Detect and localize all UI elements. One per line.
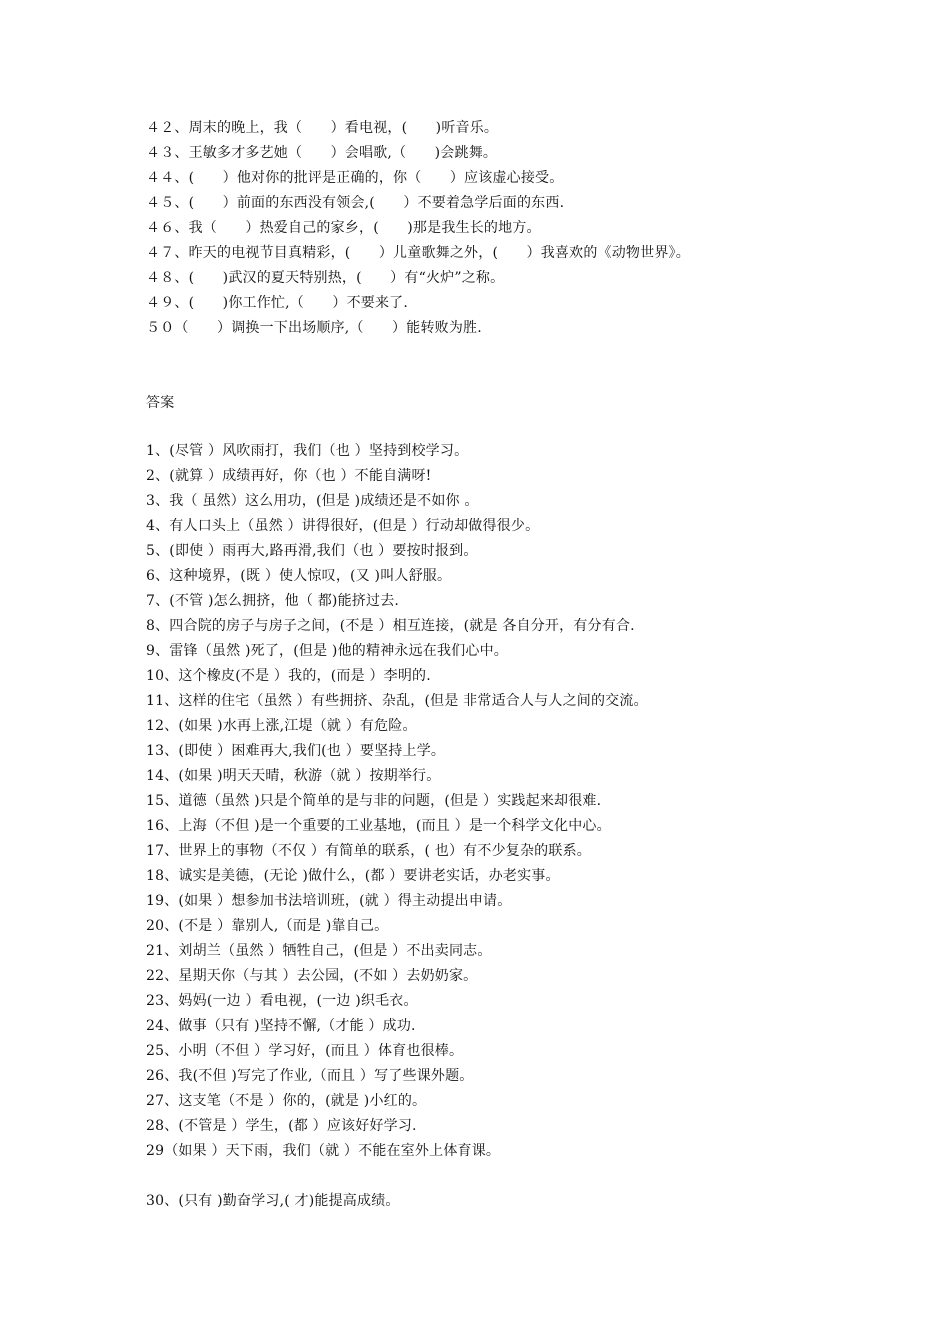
answer-line: 2、(就算 ）成绩再好，你（也 ）不能自满呀! [146, 468, 432, 484]
answer-line: 21、刘胡兰（虽然 ）牺牲自己，(但是 ）不出卖同志。 [146, 943, 492, 959]
answer-list [146, 439, 926, 1164]
answer-line: 4、有人口头上（虽然 ）讲得很好，(但是 ）行动却做得很少。 [146, 518, 540, 534]
question-line: ４６、我（ ）热爱自己的家乡，( )那是我生长的地方。 [146, 220, 541, 236]
answer-line: 16、上海（不但 )是一个重要的工业基地，(而且 ）是一个科学文化中心。 [146, 818, 611, 834]
answer-line: 5、(即使 ）雨再大,路再滑,我们（也 ）要按时报到。 [146, 543, 478, 559]
answer-line: 17、世界上的事物（不仅 ）有简单的联系，( 也）有不少复杂的联系。 [146, 843, 591, 859]
answer-line: 27、这支笔（不是 ）你的，(就是 )小红的。 [146, 1093, 427, 1109]
answer-line: 28、(不管是 ）学生，(都 ）应该好好学习. [146, 1118, 417, 1134]
answer-line: 12、(如果 )水再上涨,江堤（就 ）有危险。 [146, 718, 417, 734]
answer-line: 20、(不是 ）靠别人,（而是 )靠自己。 [146, 918, 389, 934]
question-line: ４４、( ）他对你的批评是正确的，你（ ）应该虚心接受。 [146, 170, 564, 186]
answer-line: 22、星期天你（与其 ）去公园，(不如 ）去奶奶家。 [146, 968, 478, 984]
answer-line: 7、(不管 )怎么拥挤，他（ 都)能挤过去. [146, 593, 400, 609]
question-line: ４３、王敏多才多艺她（ ）会唱歌,（ )会跳舞。 [146, 145, 498, 161]
answer-line: 23、妈妈(一边 ）看电视，(一边 )织毛衣。 [146, 993, 418, 1009]
answer-line: 11、这样的住宅（虽然 ）有些拥挤、杂乱，(但是 非常适合人与人之间的交流。 [146, 693, 648, 709]
answer-line: 13、(即使 ）困难再大,我们(也 ）要坚持上学。 [146, 743, 446, 759]
answer-line: 14、(如果 )明天天晴，秋游（就 ）按期举行。 [146, 768, 441, 784]
question-line: ４９、( )你工作忙,（ ）不要来了. [146, 295, 409, 311]
answer-line: 3、我（ 虽然）这么用功，(但是 )成绩还是不如你 。 [146, 493, 479, 509]
answer-line: 1、(尽管 ）风吹雨打，我们（也 ）坚持到校学习。 [146, 443, 469, 459]
answer-line: 9、雷锋（虽然 )死了，(但是 )他的精神永远在我们心中。 [146, 643, 508, 659]
answer-line: 10、这个橡皮(不是 ）我的，(而是 ）李明的. [146, 668, 431, 684]
answer-line: 8、四合院的房子与房子之间，(不是 ）相互连接，(就是 各自分开，有分有合. [146, 618, 635, 634]
question-line: ４８、( )武汉的夏天特别热，( ）有“火炉”之称。 [146, 270, 505, 286]
answer-line: 30、(只有 )勤奋学习,( 才)能提高成绩。 [146, 1193, 400, 1209]
answer-line: 6、这种境界，(既 ）使人惊叹，(又 )叫人舒服。 [146, 568, 452, 584]
answer-line: 26、我(不但 )写完了作业,（而且 ）写了些课外题。 [146, 1068, 474, 1084]
answer-line: 19、(如果 ）想参加书法培训班，(就 ）得主动提出申请。 [146, 893, 512, 909]
question-line: ４２、周末的晚上，我（ ）看电视，( )听音乐。 [146, 120, 499, 136]
answer-line: 29（如果 ）天下雨，我们（就 ）不能在室外上体育课。 [146, 1143, 501, 1159]
answer-section-header [146, 391, 926, 416]
question-line: ５０（ ）调换一下出场顺序,（ ）能转败为胜. [146, 320, 482, 336]
answer-line: 15、道德（虽然 )只是个简单的是与非的问题，(但是 ）实践起来却很难. [146, 793, 602, 809]
answer-heading: 答案 [146, 395, 175, 411]
answer-list-continued [146, 1189, 926, 1214]
question-line: ４７、昨天的电视节目真精彩，( ）儿童歌舞之外，( ）我喜欢的《动物世界》。 [146, 245, 690, 261]
question-line: ４５、( ）前面的东西没有领会,( ）不要着急学后面的东西. [146, 195, 565, 211]
answer-line: 25、小明（不但 ）学习好，(而且 ）体育也很棒。 [146, 1043, 464, 1059]
answer-line: 24、做事（只有 )坚持不懈,（才能 ）成功. [146, 1018, 416, 1034]
question-list [146, 116, 926, 341]
answer-line: 18、诚实是美德，(无论 )做什么，(都 ）要讲老实话，办老实事。 [146, 868, 560, 884]
